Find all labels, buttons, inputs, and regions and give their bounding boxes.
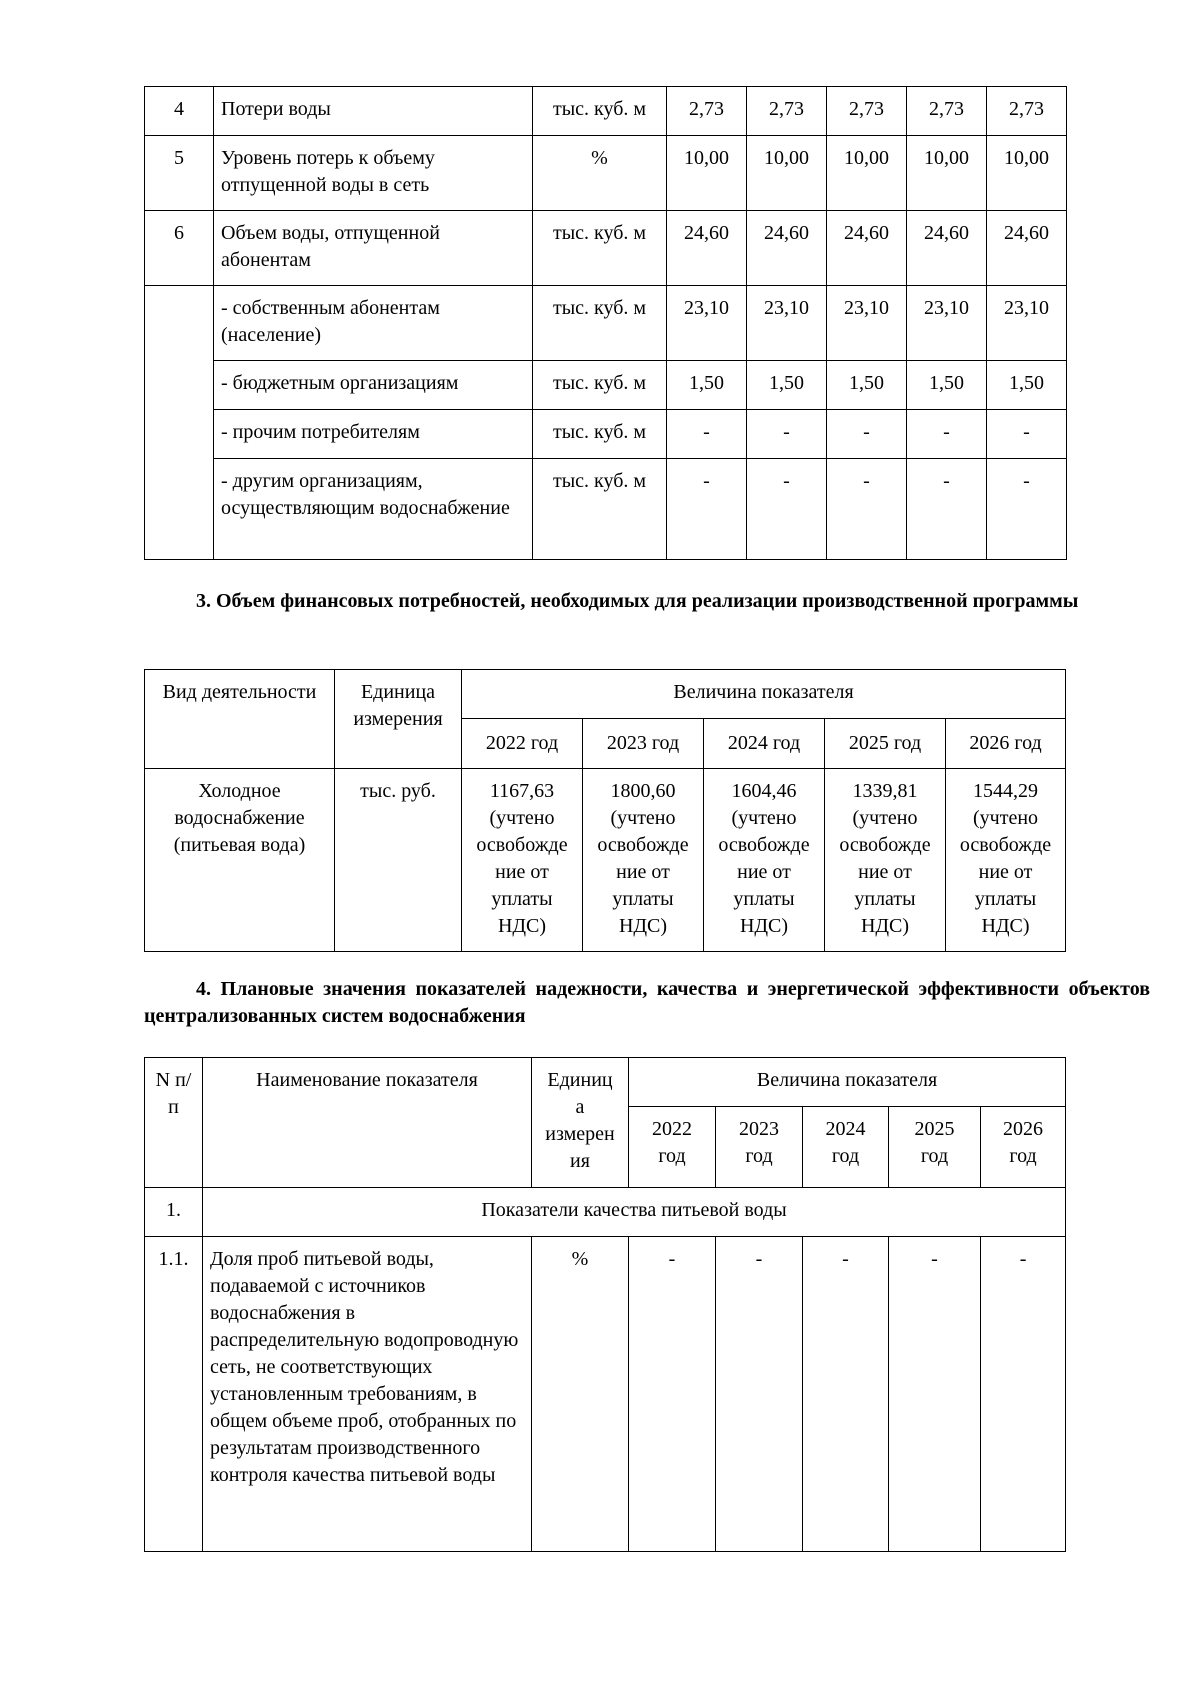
col-unit-header: Единица измерения	[335, 670, 462, 769]
value-cell: 1,50	[747, 361, 827, 410]
table-row	[145, 1237, 1066, 1552]
value-cell: -	[629, 1237, 716, 1552]
table-row	[145, 361, 1067, 410]
unit-cell: тыс. куб. м	[533, 361, 667, 410]
unit-header-line: ия	[570, 1150, 590, 1172]
indicator-name: - собственным абонентам (население)	[214, 286, 533, 361]
note-line: НДС)	[739, 915, 789, 937]
note-line: НДС)	[497, 915, 547, 937]
indicator-name: Уровень потерь к объему отпущенной воды в сеть	[214, 136, 533, 211]
value-cell: -	[987, 410, 1067, 459]
unit-cell: тыс. куб. м	[533, 459, 667, 560]
row-number: 6	[145, 211, 214, 286]
unit-cell: %	[533, 136, 667, 211]
value-cell: -	[987, 459, 1067, 560]
value-cell: -	[907, 459, 987, 560]
unit-header-line: Единиц	[547, 1069, 613, 1091]
year-header: 2026 год	[946, 719, 1066, 769]
section-4-heading-text: 4. Плановые значения показателей надежности, качества и энергетической эффективности объектов централизованных систем водоснабжения	[144, 978, 1150, 1027]
year-header: 2024 год	[704, 719, 825, 769]
financial-needs-table	[144, 669, 1066, 952]
value-number: 1544,29	[973, 780, 1039, 802]
value-cell	[825, 769, 946, 952]
activity-cell: Холодное водоснабжение (питьевая вода)	[145, 769, 335, 952]
note-line: НДС)	[618, 915, 668, 937]
section-3-heading	[144, 588, 1150, 615]
value-number: 1800,60	[610, 780, 676, 802]
note-line: ние от	[495, 861, 549, 883]
year-header: 2023 год	[583, 719, 704, 769]
year-header: 2025 год	[825, 719, 946, 769]
unit-cell: тыс. куб. м	[533, 410, 667, 459]
note-line: уплаты	[974, 888, 1037, 910]
value-cell: -	[667, 459, 747, 560]
note-line: НДС)	[860, 915, 910, 937]
value-cell: 2,73	[907, 87, 987, 136]
note-line: освобожде	[718, 834, 810, 856]
table-row	[145, 410, 1067, 459]
section-4-heading	[144, 976, 1150, 1030]
group-number: 1.	[145, 1188, 203, 1237]
col-value-header: Величина показателя	[629, 1058, 1066, 1107]
value-cell: 23,10	[907, 286, 987, 361]
value-cell: 2,73	[987, 87, 1067, 136]
indicator-name: - другим организациям, осуществляющим водоснабжение	[214, 459, 533, 560]
value-number: 1167,63	[489, 780, 555, 802]
row-number	[145, 286, 214, 560]
section-3-heading-text: 3. Объем финансовых потребностей, необходимых для реализации производственной программы	[196, 590, 1079, 612]
value-cell: 2,73	[827, 87, 907, 136]
note-line: ние от	[737, 861, 791, 883]
value-cell: 23,10	[987, 286, 1067, 361]
note-line: (учтено	[489, 807, 555, 829]
row-number: 1.1.	[145, 1237, 203, 1552]
note-line: ние от	[616, 861, 670, 883]
col-value-header: Величина показателя	[462, 670, 1066, 719]
value-cell	[704, 769, 825, 952]
value-number: 1339,81	[852, 780, 918, 802]
note-line: ние от	[978, 861, 1033, 883]
indicator-name: Доля проб питьевой воды, подаваемой с источников водоснабжения в распределительную водопроводную сеть, не соответствующих установленным требованиям, в общем объеме проб, отобранных по результатам производственного контроля качества питьевой воды	[203, 1237, 532, 1552]
unit-cell: тыс. руб.	[335, 769, 462, 952]
year-header: 2023 год	[716, 1107, 803, 1188]
value-cell: 24,60	[907, 211, 987, 286]
note-line: освобожде	[597, 834, 689, 856]
reliability-indicators-table	[144, 1057, 1066, 1552]
note-line: (учтено	[610, 807, 676, 829]
value-cell	[946, 769, 1066, 952]
value-cell: 2,73	[667, 87, 747, 136]
indicator-name: - бюджетным организациям	[214, 361, 533, 410]
note-line: уплаты	[854, 888, 916, 910]
table-row	[145, 459, 1067, 560]
value-cell: -	[716, 1237, 803, 1552]
year-header: 2022 год	[462, 719, 583, 769]
indicator-name: Потери воды	[214, 87, 533, 136]
value-cell: 23,10	[747, 286, 827, 361]
note-line: (учтено	[852, 807, 918, 829]
col-name-header: Наименование показателя	[203, 1058, 532, 1188]
indicator-name: - прочим потребителям	[214, 410, 533, 459]
value-cell: 1,50	[827, 361, 907, 410]
note-line: (учтено	[973, 807, 1039, 829]
value-cell: 24,60	[667, 211, 747, 286]
value-cell: -	[827, 410, 907, 459]
value-cell: 1,50	[907, 361, 987, 410]
note-line: освобожде	[959, 834, 1052, 856]
note-line: освобожде	[476, 834, 568, 856]
header-row	[145, 1058, 1066, 1107]
unit-cell: тыс. куб. м	[533, 211, 667, 286]
row-number: 5	[145, 136, 214, 211]
value-cell: 1,50	[667, 361, 747, 410]
value-cell: 10,00	[667, 136, 747, 211]
year-header: 2024 год	[803, 1107, 889, 1188]
unit-cell: тыс. куб. м	[533, 286, 667, 361]
value-cell: 24,60	[747, 211, 827, 286]
value-cell: 24,60	[827, 211, 907, 286]
table-row	[145, 87, 1067, 136]
note-line: ние от	[858, 861, 912, 883]
note-line: (учтено	[731, 807, 797, 829]
indicator-name: Объем воды, отпущенной абонентам	[214, 211, 533, 286]
unit-header-line: а	[575, 1096, 585, 1118]
value-cell	[462, 769, 583, 952]
group-title: Показатели качества питьевой воды	[203, 1188, 1066, 1237]
value-cell: 23,10	[667, 286, 747, 361]
value-cell: -	[907, 410, 987, 459]
value-cell: 10,00	[827, 136, 907, 211]
note-line: освобожде	[839, 834, 931, 856]
row-number: 4	[145, 87, 214, 136]
year-header: 2025 год	[889, 1107, 981, 1188]
table-row	[145, 286, 1067, 361]
value-cell: -	[981, 1237, 1066, 1552]
value-cell	[583, 769, 704, 952]
note-line: уплаты	[612, 888, 674, 910]
year-header: 2022 год	[629, 1107, 716, 1188]
value-cell: -	[747, 459, 827, 560]
value-cell: 24,60	[987, 211, 1067, 286]
value-cell: 10,00	[747, 136, 827, 211]
value-cell: 2,73	[747, 87, 827, 136]
value-cell: -	[803, 1237, 889, 1552]
value-cell: 10,00	[907, 136, 987, 211]
value-cell: 23,10	[827, 286, 907, 361]
note-line: уплаты	[733, 888, 795, 910]
col-activity-header: Вид деятельности	[145, 670, 335, 769]
col-num-header: N п/п	[145, 1058, 203, 1188]
group-row	[145, 1188, 1066, 1237]
value-cell: -	[667, 410, 747, 459]
value-number: 1604,46	[731, 780, 797, 802]
value-cell: -	[889, 1237, 981, 1552]
value-cell: -	[747, 410, 827, 459]
value-cell: 10,00	[987, 136, 1067, 211]
table-row	[145, 211, 1067, 286]
unit-cell: тыс. куб. м	[533, 87, 667, 136]
note-line: НДС)	[981, 915, 1030, 937]
table-row	[145, 769, 1066, 952]
note-line: уплаты	[491, 888, 553, 910]
value-cell: -	[827, 459, 907, 560]
unit-header-line: измерен	[545, 1123, 615, 1145]
value-cell: 1,50	[987, 361, 1067, 410]
water-balance-table	[144, 86, 1067, 560]
unit-cell: %	[532, 1237, 629, 1552]
header-row	[145, 670, 1066, 719]
col-unit-header	[532, 1058, 629, 1188]
table-row	[145, 136, 1067, 211]
year-header: 2026 год	[981, 1107, 1066, 1188]
